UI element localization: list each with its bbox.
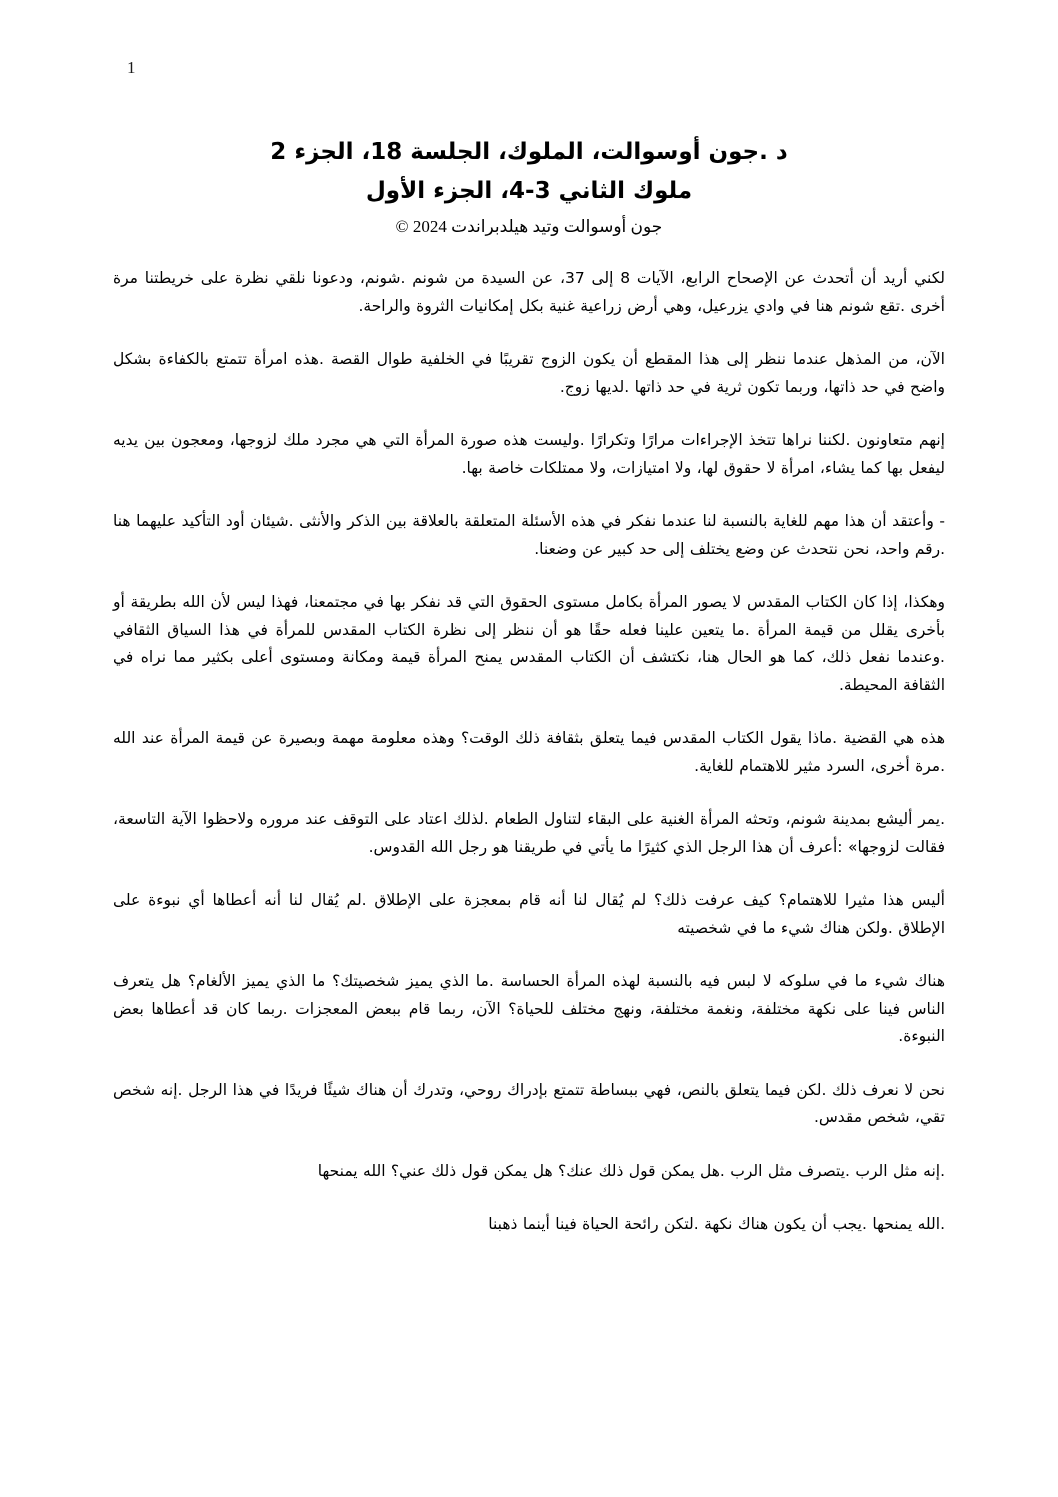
document-title-line-2: ملوك الثاني 3-4، الجزء الأول — [365, 178, 693, 204]
paragraph-1: لكني أريد أن أتحدث عن الإصحاح الرابع، الآيات 8 إلى 37، عن السيدة من شونم .شونم، ودعونا نلقي نظرة على خريطتنا مرة أخرى .تقع شونم هنا في وادي يزرعيل، وهي أرض زراعية غنية بكل إمكانيات الثروة والراحة. — [113, 269, 945, 315]
paragraph-5: وهكذا، إذا كان الكتاب المقدس لا يصور المرأة بكامل مستوى الحقوق التي قد نفكر بها في مجتمعنا، فهذا ليس لأن الله بطريقة أو بأخرى يقلل من قيمة المرأة .ما يتعين علينا فعله حقًا هو أن ننظر إلى نظرة الكتاب المقدس للمرأة في هذا السياق الثقافي .وعندما نفعل ذلك، كما هو الحال هنا، نكتشف أن الكتاب المقدس يمنح المرأة قيمة ومكانة ومستوى أعلى بكثير مما نراه في الثقافة المحيطة. — [113, 593, 945, 694]
body-text — [113, 265, 945, 1239]
paragraph-6: هذه هي القضية .ماذا يقول الكتاب المقدس فيما يتعلق بثقافة ذلك الوقت؟ وهذه معلومة مهمة وبصيرة عن قيمة المرأة عند الله .مرة أخرى، السرد مثير للاهتمام للغاية. — [113, 729, 945, 775]
paragraph-4: - وأعتقد أن هذا مهم للغاية بالنسبة لنا عندما نفكر في هذه الأسئلة المتعلقة بالعلاقة بين الذكر والأنثى .شيئان أود التأكيد عليهما هنا .رقم واحد، نحن نتحدث عن وضع يختلف إلى حد كبير عن وضعنا. — [113, 512, 945, 558]
page-number: 1 — [127, 58, 136, 77]
paragraph-11: .إنه مثل الرب .يتصرف مثل الرب .هل يمكن قول ذلك عنك؟ هل يمكن قول ذلك عني؟ الله يمنحها — [317, 1161, 945, 1180]
copyright-line: جون أوسوالت وتيد هيلدبراندت 2024 © — [395, 217, 663, 236]
document-title-line-1: د .جون أوسوالت، الملوك، الجلسة 18، الجزء 2 — [270, 139, 788, 165]
paragraph-10: نحن لا نعرف ذلك .لكن فيما يتعلق بالنص، فهي ببساطة تتمتع بإدراك روحي، وتدرك أن هناك شيئًا فريدًا في هذا الرجل .إنه شخص تقي، شخص مقدس. — [113, 1080, 945, 1126]
paragraph-9: هناك شيء ما في سلوكه لا لبس فيه بالنسبة لهذه المرأة الحساسة .ما الذي يميز شخصيتك؟ ما الذي يميز الألغام؟ هل يتعرف الناس فينا على نكهة مختلفة، ونغمة مختلفة، ونهج مختلف للحياة؟ الآن، ربما قام ببعض المعجزات .ربما كان قد أعطاها بعض النبوءة. — [113, 972, 945, 1045]
paragraph-2: الآن، من المذهل عندما ننظر إلى هذا المقطع أن يكون الزوج تقريبًا في الخلفية طوال القصة .هذه امرأة تتمتع بالكفاءة بشكل واضح في حد ذاتها، وربما تكون ثرية في حد ذاتها .لديها زوج. — [113, 350, 945, 396]
paragraph-3: إنهم متعاونون .لكننا نراها تتخذ الإجراءات مرارًا وتكرارًا .وليست هذه صورة المرأة التي هي مجرد ملك لزوجها، ومعجون بين يديه ليفعل بها كما يشاء، امرأة لا حقوق لها، ولا امتيازات، ولا ممتلكات خاصة بها. — [113, 431, 945, 477]
title-block — [113, 133, 945, 240]
paragraph-8: أليس هذا مثيرا للاهتمام؟ كيف عرفت ذلك؟ لم يُقال لنا أنه قام بمعجزة على الإطلاق .لم يُقال لنا أنه أعطاها أي نبوءة على الإطلاق .ولكن هناك شيء ما في شخصيته — [113, 891, 945, 937]
paragraph-7: .يمر أليشع بمدينة شونم، وتحثه المرأة الغنية على البقاء لتناول الطعام .لذلك اعتاد على التوقف عند مروره ولاحظوا الآية التاسعة، فقالت لزوجها» :أعرف أن هذا الرجل الذي كثيرًا ما يأتي في طريقنا هو رجل الله القدوس. — [113, 810, 945, 856]
paragraph-12: .الله يمنحها .يجب أن يكون هناك نكهة .لتكن رائحة الحياة فينا أينما ذهبنا — [488, 1215, 945, 1233]
